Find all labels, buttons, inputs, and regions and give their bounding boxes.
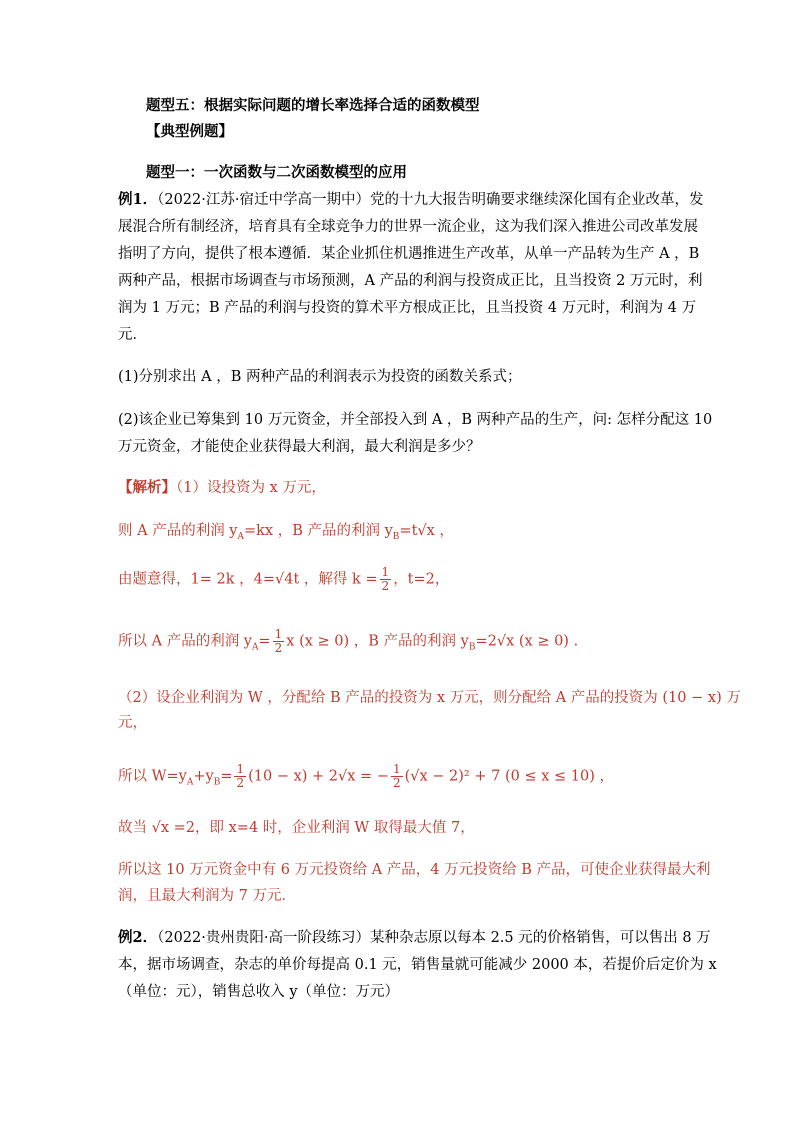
section-label: 【典型例题】: [146, 123, 233, 140]
subscript: B: [468, 642, 476, 653]
fraction-half: [234, 763, 246, 790]
subheading: 题型一：一次函数与二次函数模型的应用: [146, 164, 407, 181]
example2-line3: （单位：元），销售总收入 y（单位：万元）: [118, 984, 400, 1000]
numerator: 1: [392, 762, 401, 776]
example2-label: 例2．: [118, 929, 158, 946]
example1-text: （2022·江苏·宿迁中学高一期中）党的十九大报告明确要求继续深化国有企业改革，发: [157, 192, 704, 208]
fraction-half: [380, 566, 392, 593]
subscript: B: [392, 531, 400, 542]
text: ，t=2，: [393, 571, 450, 588]
numerator: 1: [274, 627, 283, 641]
text: =2√x (x ≥ 0) ．: [475, 633, 589, 650]
example2-text: （2022·贵州贵阳·高一阶段练习）某种杂志原以每本 2.5 元的价格销售，可以售出 8 万: [157, 930, 711, 946]
fraction-half: [273, 628, 285, 655]
text: 由题意得，1= 2k ，4=√4t ，解得 k =: [118, 571, 378, 588]
denominator: 2: [236, 776, 245, 790]
fraction-half: [391, 763, 403, 790]
solution-text: （1）设投资为 x 万元，: [176, 480, 326, 496]
denominator: 2: [392, 776, 401, 790]
subscript: A: [186, 777, 194, 788]
text: (10 − x) + 2√x = −: [248, 768, 389, 785]
text: 则 A 产品的利润 y: [118, 523, 238, 539]
example1-line4: 两种产品，根据市场调查与市场预测，A 产品的利润与投资成正比，且当投资 2 万元时，利: [118, 273, 703, 289]
text: +y: [193, 768, 214, 785]
example2-line2: 本，据市场调查，杂志的单价每提高 0.1 元，销售量就可能减少 2000 本，若提价后定价为 x: [118, 957, 717, 973]
solution-step7: 故当 √x =2，即 x=4 时，企业利润 W 取得最大值 7，: [118, 820, 475, 836]
solution-step5: （2）设企业利润为 W ，分配给 B 产品的投资为 x 万元，则分配给 A 产品的投资为 (10 − x) 万: [118, 690, 741, 706]
text: 所以 A 产品的利润 y: [118, 633, 252, 650]
text: =: [258, 633, 271, 650]
solution-tag: 【解析】: [118, 479, 176, 496]
text: =t√x ，: [399, 523, 454, 539]
example1-line6: 元．: [118, 327, 147, 343]
example1-line5: 润为 1 万元；B 产品的利润与投资的算术平方根成正比，且当投资 4 万元时，利润为 4 万: [118, 300, 697, 316]
text: 所以 W=y: [118, 768, 187, 785]
section-heading: 题型五：根据实际问题的增长率选择合适的函数模型: [146, 97, 480, 114]
subscript: A: [237, 531, 244, 542]
text: =: [220, 768, 233, 785]
example2-line1: [118, 928, 711, 948]
denominator: 2: [381, 579, 390, 593]
example1-label: 例1．: [118, 191, 158, 208]
numerator: 1: [236, 762, 245, 776]
text: (√x − 2)² + 7 (0 ≤ x ≤ 10) ，: [404, 768, 614, 785]
solution-step8b: 润，且最大利润为 7 万元．: [118, 888, 296, 904]
solution-step5b: 元，: [118, 715, 147, 731]
denominator: 2: [274, 641, 283, 655]
solution-step3: [118, 566, 449, 593]
question-2-line1: (2)该企业已筹集到 10 万元资金，并全部投入到 A ，B 两种产品的生产，问: 怎样分配这 10: [118, 412, 713, 428]
question-1: (1)分别求出 A ，B 两种产品的利润表示为投资的函数关系式；: [118, 369, 522, 385]
numerator: 1: [381, 565, 390, 579]
solution-step8: 所以这 10 万元资金中有 6 万元投资给 A 产品，4 万元投资给 B 产品，可使企业获得最大利: [118, 862, 711, 878]
example1-line2: 展混合所有制经济，培育具有全球竞争力的世界一流企业，这为我们深入推进公司改革发展: [118, 219, 698, 235]
subscript: A: [252, 642, 259, 653]
example1-line3: 指明了方向，提供了根本遵循．某企业抓住机遇推进生产改革，从单一产品转为生产 A ，B: [118, 246, 700, 262]
question-2-line2: 万元资金，才能使企业获得最大利润，最大利润是多少？: [118, 439, 481, 455]
solution-step2: [118, 521, 454, 547]
subscript: B: [213, 777, 221, 788]
solution-step6: [118, 763, 614, 792]
solution-step4: [118, 628, 588, 657]
example1-line1: [118, 190, 703, 210]
text: x (x ≥ 0) ，B 产品的利润 y: [286, 633, 469, 650]
text: =kx ，B 产品的利润 y: [244, 523, 393, 539]
solution-step1: [118, 478, 326, 498]
